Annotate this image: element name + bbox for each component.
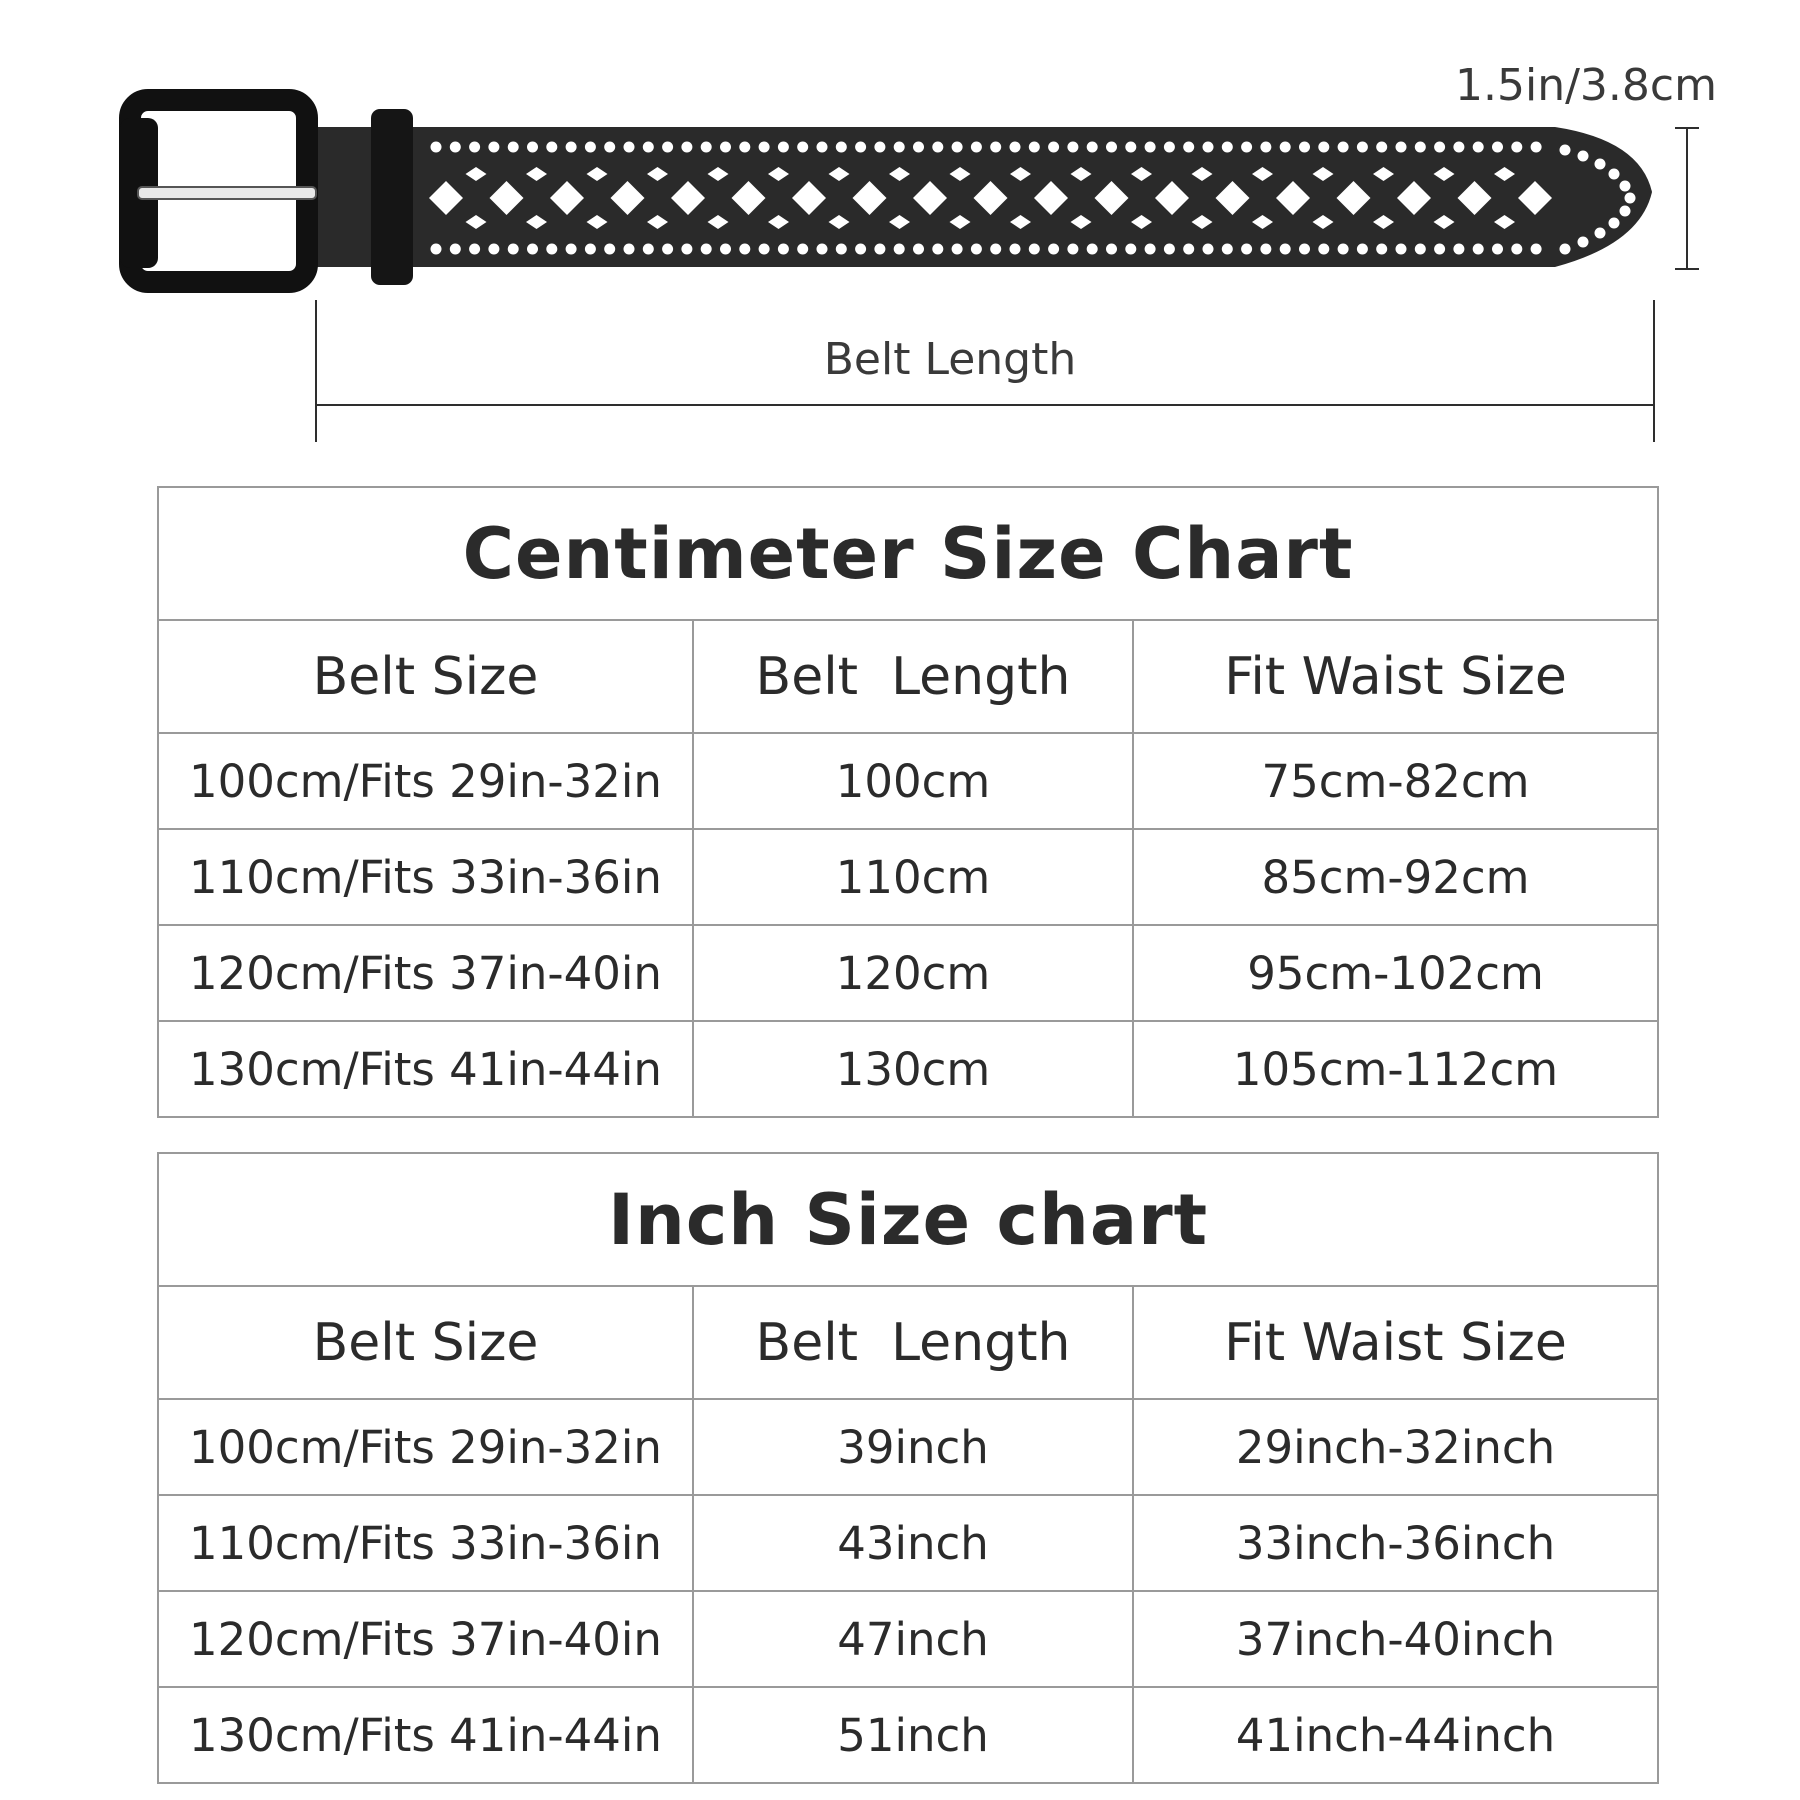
belt-stud: [778, 244, 789, 255]
table-row: [158, 1399, 1658, 1495]
belt-stud: [1164, 244, 1175, 255]
cell-fit-waist: 33inch-36inch: [1133, 1495, 1658, 1591]
belt-stud: [1106, 142, 1117, 153]
belt-stud: [817, 244, 828, 255]
belt-stud: [1010, 142, 1021, 153]
belt-stud: [488, 142, 499, 153]
table-title-row: [158, 1153, 1658, 1286]
belt-stud: [1299, 244, 1310, 255]
table-row: [158, 829, 1658, 925]
belt-stud: [720, 142, 731, 153]
belt-stud: [1609, 218, 1620, 229]
column-header-belt-size: Belt Size: [158, 1286, 693, 1399]
belt-stud: [1318, 142, 1329, 153]
belt-stud: [836, 244, 847, 255]
belt-stud: [1620, 206, 1631, 217]
belt-length-label-text: Belt Length: [823, 334, 1077, 385]
belt-stud: [1473, 142, 1484, 153]
table-header-row: [158, 1286, 1658, 1399]
belt-stud: [836, 142, 847, 153]
belt-stud: [643, 142, 654, 153]
belt-stud: [1145, 142, 1156, 153]
belt-stud: [1492, 244, 1503, 255]
table-title: Inch Size chart: [158, 1153, 1658, 1286]
belt-stud: [527, 142, 538, 153]
belt-stud: [1473, 244, 1484, 255]
belt-stud: [971, 244, 982, 255]
belt-stud: [508, 142, 519, 153]
belt-stud: [1260, 244, 1271, 255]
cell-belt-length: 39inch: [693, 1399, 1133, 1495]
cell-belt-length: 43inch: [693, 1495, 1133, 1591]
cell-belt-length: 110cm: [693, 829, 1133, 925]
belt-stud: [566, 244, 577, 255]
belt-stud: [952, 244, 963, 255]
belt-width-label: 1.5in/3.8cm: [1455, 60, 1717, 111]
belt-stud: [1164, 142, 1175, 153]
belt-stud: [1492, 142, 1503, 153]
belt-stud: [450, 244, 461, 255]
cell-belt-size: 110cm/Fits 33in-36in: [158, 829, 693, 925]
belt-stud: [990, 244, 1001, 255]
column-header-fit-waist: Fit Waist Size: [1133, 1286, 1658, 1399]
belt-stud: [1511, 244, 1522, 255]
cell-belt-length: 47inch: [693, 1591, 1133, 1687]
belt-stud: [1106, 244, 1117, 255]
belt-stud: [624, 142, 635, 153]
cell-fit-waist: 75cm-82cm: [1133, 733, 1658, 829]
belt-stud: [431, 244, 442, 255]
cell-belt-size: 120cm/Fits 37in-40in: [158, 1591, 693, 1687]
belt-stud: [894, 244, 905, 255]
belt-stud: [662, 142, 673, 153]
belt-keeper: [371, 109, 413, 285]
belt-stud: [759, 244, 770, 255]
belt-stud: [681, 244, 692, 255]
belt-stud: [1453, 244, 1464, 255]
belt-stud: [604, 244, 615, 255]
belt-stud: [1125, 244, 1136, 255]
column-header-belt-length: Belt Length: [693, 620, 1133, 733]
belt-stud: [855, 142, 866, 153]
belt-stud: [874, 244, 885, 255]
belt-stud: [1453, 142, 1464, 153]
belt-stud: [701, 142, 712, 153]
belt-stud: [1396, 244, 1407, 255]
belt-stud: [1029, 142, 1040, 153]
belt-stud: [1531, 142, 1542, 153]
buckle-prong: [138, 187, 316, 199]
cell-belt-size: 100cm/Fits 29in-32in: [158, 1399, 693, 1495]
belt-stud: [450, 142, 461, 153]
belt-stud: [1318, 244, 1329, 255]
belt-stud: [701, 244, 712, 255]
belt-stud: [1280, 142, 1291, 153]
cell-fit-waist: 95cm-102cm: [1133, 925, 1658, 1021]
table-title-row: [158, 487, 1658, 620]
cell-fit-waist: 29inch-32inch: [1133, 1399, 1658, 1495]
belt-stud: [1222, 142, 1233, 153]
belt-stud: [759, 142, 770, 153]
belt-stud: [508, 244, 519, 255]
belt-stud: [1396, 142, 1407, 153]
width-dimension-marker: [1675, 128, 1699, 269]
belt-stud: [1183, 244, 1194, 255]
table-row: [158, 1021, 1658, 1117]
belt-stud: [1203, 244, 1214, 255]
belt-stud: [1183, 142, 1194, 153]
belt-stud: [585, 244, 596, 255]
cell-belt-length: 120cm: [693, 925, 1133, 1021]
cell-belt-size: 110cm/Fits 33in-36in: [158, 1495, 693, 1591]
cell-belt-length: 51inch: [693, 1687, 1133, 1783]
belt-stud: [1222, 244, 1233, 255]
belt-stud: [546, 142, 557, 153]
belt-stud: [488, 244, 499, 255]
belt-stud: [1048, 244, 1059, 255]
cell-belt-size: 100cm/Fits 29in-32in: [158, 733, 693, 829]
column-header-fit-waist: Fit Waist Size: [1133, 620, 1658, 733]
cell-belt-size: 130cm/Fits 41in-44in: [158, 1687, 693, 1783]
belt-stud: [932, 244, 943, 255]
cell-belt-size: 130cm/Fits 41in-44in: [158, 1021, 693, 1117]
belt-stud: [720, 244, 731, 255]
belt-stud: [566, 142, 577, 153]
centimeter-size-table: [157, 486, 1659, 1118]
cell-belt-length: 100cm: [693, 733, 1133, 829]
belt-stud: [1560, 244, 1571, 255]
belt-stud: [1029, 244, 1040, 255]
belt-stud: [855, 244, 866, 255]
belt-stud: [952, 142, 963, 153]
belt-stud: [1203, 142, 1214, 153]
belt-stud: [1067, 142, 1078, 153]
belt-stud: [894, 142, 905, 153]
belt-stud: [1010, 244, 1021, 255]
belt-stud: [643, 244, 654, 255]
belt-stud: [1087, 244, 1098, 255]
belt-stud: [797, 142, 808, 153]
cell-fit-waist: 85cm-92cm: [1133, 829, 1658, 925]
belt-stud: [874, 142, 885, 153]
belt-stud: [1376, 244, 1387, 255]
belt-stud: [431, 142, 442, 153]
belt-stud: [546, 244, 557, 255]
belt-stud: [1415, 244, 1426, 255]
belt-stud: [817, 142, 828, 153]
belt-stud: [681, 142, 692, 153]
belt-stud: [913, 244, 924, 255]
belt-stud: [990, 142, 1001, 153]
cell-belt-length: 130cm: [693, 1021, 1133, 1117]
inch-size-table: [157, 1152, 1659, 1784]
belt-stud: [1560, 145, 1571, 156]
table-row: [158, 1495, 1658, 1591]
belt-stud: [778, 142, 789, 153]
belt-stud: [585, 142, 596, 153]
belt-stud: [624, 244, 635, 255]
belt-stud: [1299, 142, 1310, 153]
belt-stud: [1625, 193, 1636, 204]
belt-stud: [1338, 142, 1349, 153]
belt-stud: [662, 244, 673, 255]
belt-stud: [913, 142, 924, 153]
belt-stud: [1087, 142, 1098, 153]
belt-stud: [1376, 142, 1387, 153]
belt-stud: [1260, 142, 1271, 153]
column-header-belt-size: Belt Size: [158, 620, 693, 733]
belt-stud: [1048, 142, 1059, 153]
belt-stud: [1145, 244, 1156, 255]
belt-stud: [1241, 142, 1252, 153]
belt-stud: [604, 142, 615, 153]
belt-stud: [469, 142, 480, 153]
table-title: Centimeter Size Chart: [158, 487, 1658, 620]
belt-stud: [1609, 169, 1620, 180]
belt-stud: [971, 142, 982, 153]
belt-stud: [739, 244, 750, 255]
cell-fit-waist: 37inch-40inch: [1133, 1591, 1658, 1687]
belt-stud: [1434, 142, 1445, 153]
table-row: [158, 1591, 1658, 1687]
belt-stud: [797, 244, 808, 255]
belt-stud: [1620, 181, 1631, 192]
belt-stud: [1241, 244, 1252, 255]
belt-stud: [1067, 244, 1078, 255]
belt-stud: [1578, 151, 1589, 162]
table-header-row: [158, 620, 1658, 733]
table-row: [158, 733, 1658, 829]
belt-stud: [1511, 142, 1522, 153]
belt-stud: [1357, 142, 1368, 153]
cell-fit-waist: 105cm-112cm: [1133, 1021, 1658, 1117]
belt-stud: [527, 244, 538, 255]
table-row: [158, 925, 1658, 1021]
belt-stud: [1434, 244, 1445, 255]
cell-belt-size: 120cm/Fits 37in-40in: [158, 925, 693, 1021]
belt-stud: [469, 244, 480, 255]
belt-stud: [739, 142, 750, 153]
belt-stud: [1415, 142, 1426, 153]
belt-stud: [932, 142, 943, 153]
cell-fit-waist: 41inch-44inch: [1133, 1687, 1658, 1783]
belt-stud: [1125, 142, 1136, 153]
column-header-belt-length: Belt Length: [693, 1286, 1133, 1399]
table-row: [158, 1687, 1658, 1783]
belt-stud: [1578, 237, 1589, 248]
belt-stud: [1338, 244, 1349, 255]
belt-stud: [1531, 244, 1542, 255]
belt-stud: [1280, 244, 1291, 255]
belt-stud: [1595, 228, 1606, 239]
belt-stud: [1595, 159, 1606, 170]
belt-length-label: [0, 334, 1800, 385]
belt-stud: [1357, 244, 1368, 255]
